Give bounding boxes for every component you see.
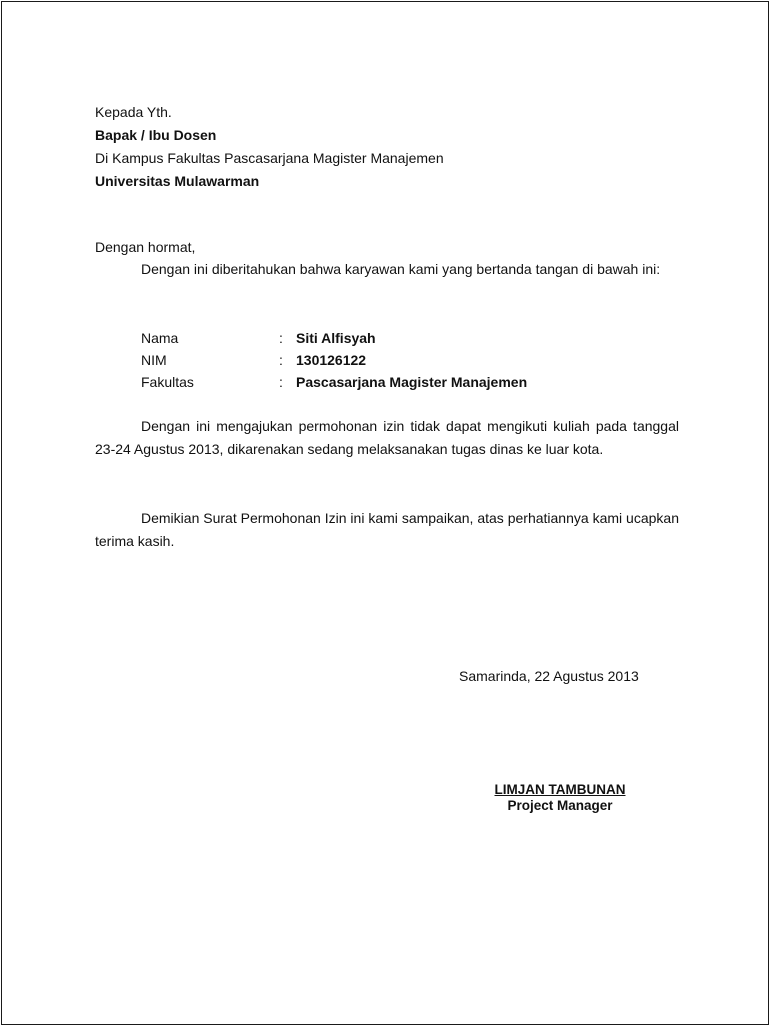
place-date: Samarinda, 22 Agustus 2013	[459, 668, 639, 684]
recipient-salutation-to: Kepada Yth.	[95, 104, 172, 120]
field-value-nama: Siti Alfisyah	[296, 330, 376, 346]
intro-paragraph: Dengan ini diberitahukan bahwa karyawan kami yang bertanda tangan di bawah ini:	[141, 261, 661, 277]
recipient-location: Di Kampus Fakultas Pascasarjana Magister Manajemen	[95, 150, 444, 166]
field-value-fakultas: Pascasarjana Magister Manajemen	[296, 374, 528, 390]
field-label-nim: NIM	[141, 352, 167, 368]
field-label-fakultas: Fakultas	[141, 374, 194, 390]
signatory-name: LIMJAN TAMBUNAN	[494, 782, 626, 797]
field-separator: :	[279, 374, 283, 390]
field-separator: :	[279, 330, 283, 346]
closing-paragraph: Demikian Surat Permohonan Izin ini kami sampaikan, atas perhatiannya kami ucapkan terima kasih.	[95, 510, 679, 549]
field-value-nim: 130126122	[296, 352, 367, 368]
field-separator: :	[279, 352, 283, 368]
recipient-institution: Universitas Mulawarman	[95, 173, 260, 189]
greeting: Dengan hormat,	[95, 239, 196, 255]
field-label-nama: Nama	[141, 330, 179, 346]
letter-page	[1, 1, 769, 1025]
body-paragraph: Dengan ini mengajukan permohonan izin tidak dapat mengikuti kuliah pada tanggal 23-24 Agustus 2013, dikarenakan sedang melaksanakan tugas dinas ke luar kota.	[95, 418, 679, 457]
signatory-title: Project Manager	[507, 798, 613, 813]
recipient-name: Bapak / Ibu Dosen	[95, 127, 217, 143]
